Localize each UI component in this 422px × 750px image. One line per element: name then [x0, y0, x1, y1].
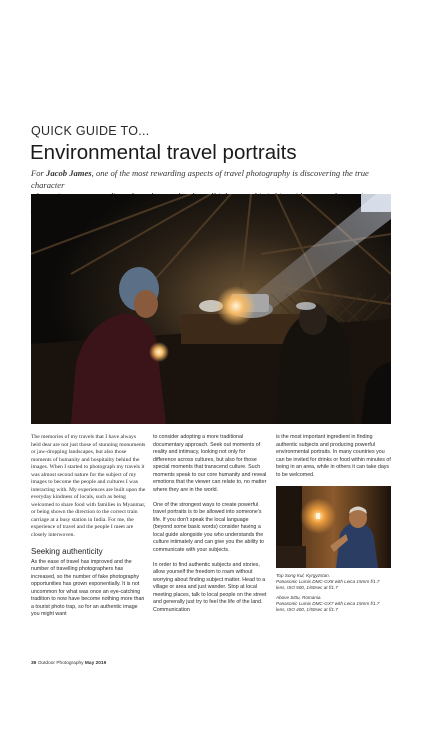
- body-paragraph: to consider adopting a more traditional documentary approach. Seek out moments of reality and intimacy, looking not only for difference across cultures, but also for those special moments that transcend culture. Such moments speak to our core humanity and reveal emotions that the viewer can relate to, no matter where they are in the world.: [153, 434, 267, 493]
- body-paragraph: One of the strongest ways to create powerful travel portraits is to be allowed into someone's life. If you don't speak the local language (beyond some basic words) consider having a local guide alongside you who understands the culture intimately and can give you the ability to communicate with your subjects.: [153, 501, 265, 553]
- kicker: QUICK GUIDE TO...: [31, 124, 150, 138]
- caption-2-location: Above Sittu, Romania.: [276, 594, 322, 600]
- photo-captions: [276, 573, 394, 613]
- author-name: Jacob James: [46, 168, 92, 178]
- body-paragraph: is the most important ingredient in finding authentic subjects and producing powerful environmental portraits. In many countries you can be invited for drinks or food within minutes of being in an area, while in others it can take days to be welcomed.: [276, 434, 391, 478]
- caption-1-location: Top Song Kul, Kyrgyzstan.: [276, 573, 330, 578]
- body-column-1: [31, 434, 146, 626]
- standfirst-line-1: , one of the most rewarding aspects of travel photography is discovering the true character: [31, 168, 369, 190]
- body-column-3: [276, 434, 391, 487]
- caption-2-camera: Panasonic Lumix DMC-GX7 with Leica 15mm f/1.7: [276, 600, 380, 606]
- inset-photo: [276, 486, 391, 568]
- subhead-seeking-authenticity: Seeking authenticity: [31, 546, 103, 556]
- page-title: Environmental travel portraits: [30, 141, 297, 164]
- publication-name: Outdoor Photography: [37, 661, 84, 666]
- standfirst-prefix: For: [31, 168, 47, 178]
- body-column-2: [153, 434, 268, 622]
- caption-1-settings: lens, ISO 500, 1/60sec at f/1.7: [276, 585, 338, 591]
- body-paragraph: In order to find authentic subjects and stories, allow yourself the freedom to roam without worrying about finding subject matter. Head to a village or area and just wander. Stop at local meeting places, talk to local people on the street and generally just try to feel the life of the land. Communication: [153, 561, 267, 613]
- inset-photo-illustration: [276, 486, 391, 568]
- page-footer: [31, 661, 106, 666]
- issue-date: May 2019: [84, 661, 107, 666]
- caption-2-settings: lens, ISO 400, 1/50sec at f/1.7: [276, 607, 338, 613]
- hero-photo: [31, 194, 391, 424]
- page-number: 36: [31, 661, 37, 666]
- body-paragraph: As the ease of travel has improved and the number of travelling photographers has increased, so the number of fake photography opportunities has grown exponentially. It is not uncommon for what was once an eye-catching tradition to now have become nothing more than a tourist photo trap, so for an authentic image you might want: [31, 558, 145, 617]
- intro-paragraph: The memories of my travels that I have always held dear are not just those of stunning monuments or jaw-dropping landscapes, but also those moments of humanity and hospitality behind the images. When I started to photograph my travels it was almost second nature for the subject of my images to become the people and cultures I was interacting with. My experiences are built upon the everyday kindness of locals, such as being welcomed to share food with families in Myanmar, or being shown the direction to the correct train carriage at a busy station in India. For me, the experience of travel and the people I meet are closely interwoven.: [31, 434, 146, 538]
- hero-photo-illustration: [31, 194, 391, 424]
- caption-1-camera: Panasonic Lumix DMC-GX8 with Leica 15mm f/1.7: [276, 579, 380, 585]
